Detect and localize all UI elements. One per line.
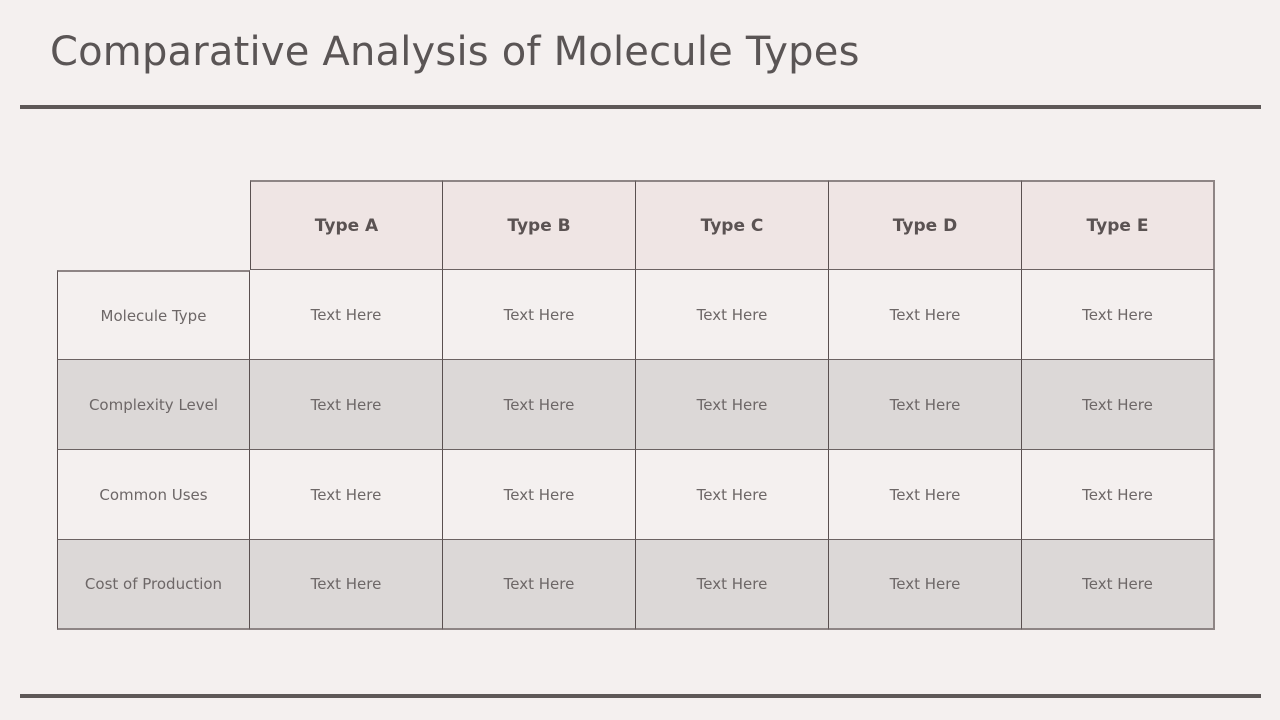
table-cell: Text Here: [829, 270, 1022, 360]
table-cell: Text Here: [443, 540, 636, 630]
column-header: Type C: [636, 180, 829, 270]
table-cell: Text Here: [1022, 540, 1215, 630]
row-label: Molecule Type: [57, 270, 250, 360]
table-cell: Text Here: [829, 540, 1022, 630]
table-cell: Text Here: [443, 450, 636, 540]
column-header: Type B: [443, 180, 636, 270]
table-cell: Text Here: [1022, 450, 1215, 540]
table-cell: Text Here: [1022, 360, 1215, 450]
top-divider: [20, 105, 1261, 109]
table-cell: Text Here: [250, 270, 443, 360]
bottom-divider: [20, 694, 1261, 698]
row-label: Complexity Level: [57, 360, 250, 450]
table-cell: Text Here: [636, 540, 829, 630]
comparison-table: [57, 180, 1215, 630]
slide-title: Comparative Analysis of Molecule Types: [50, 29, 860, 75]
table-corner: [57, 180, 250, 270]
row-label: Common Uses: [57, 450, 250, 540]
table-cell: Text Here: [250, 360, 443, 450]
table-cell: Text Here: [829, 360, 1022, 450]
row-label: Cost of Production: [57, 540, 250, 630]
column-header: Type D: [829, 180, 1022, 270]
table-cell: Text Here: [1022, 270, 1215, 360]
table-cell: Text Here: [636, 270, 829, 360]
table-cell: Text Here: [250, 540, 443, 630]
column-header: Type E: [1022, 180, 1215, 270]
table-cell: Text Here: [829, 450, 1022, 540]
table-cell: Text Here: [443, 360, 636, 450]
column-header: Type A: [250, 180, 443, 270]
table-cell: Text Here: [443, 270, 636, 360]
table-cell: Text Here: [636, 360, 829, 450]
table-cell: Text Here: [636, 450, 829, 540]
table-cell: Text Here: [250, 450, 443, 540]
